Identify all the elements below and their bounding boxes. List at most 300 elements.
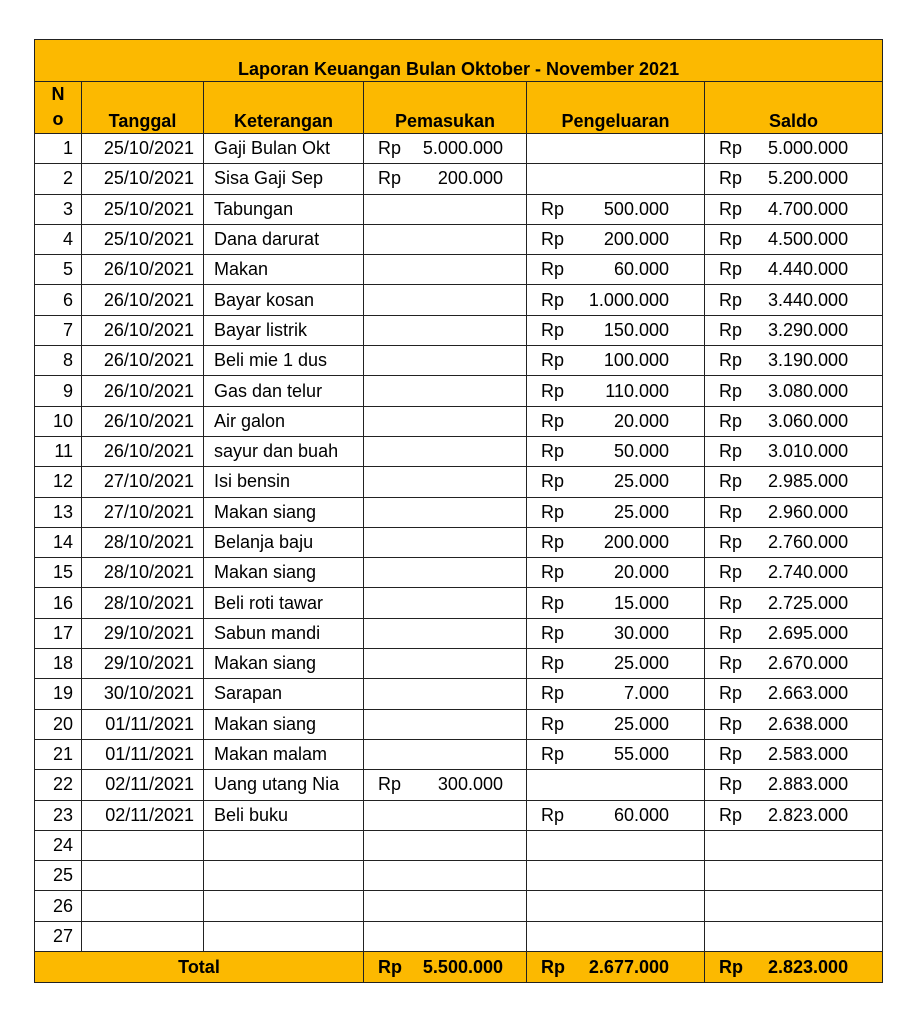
cell-tanggal <box>82 861 204 891</box>
cell-pemasukan <box>364 315 527 345</box>
pengeluaran-value: 60.000 <box>613 804 669 825</box>
currency-label: Rp <box>541 804 565 825</box>
cell-no: 16 <box>35 588 82 618</box>
header-pengeluaran: Pengeluaran <box>527 82 705 134</box>
table-row <box>35 467 883 497</box>
table-row <box>35 679 883 709</box>
currency-label: Rp <box>378 138 402 159</box>
currency-label: Rp <box>719 501 743 522</box>
cell-saldo <box>705 467 883 497</box>
cell-pemasukan <box>364 800 527 830</box>
cell-pengeluaran <box>527 346 705 376</box>
table-row <box>35 315 883 345</box>
cell-keterangan: Air galon <box>204 406 364 436</box>
cell-pemasukan <box>364 255 527 285</box>
table-row <box>35 164 883 194</box>
cell-saldo <box>705 618 883 648</box>
cell-pemasukan <box>364 194 527 224</box>
table-row <box>35 255 883 285</box>
currency-label: Rp <box>719 229 743 250</box>
cell-no: 10 <box>35 406 82 436</box>
cell-saldo <box>705 346 883 376</box>
total-saldo <box>705 952 883 983</box>
cell-saldo <box>705 194 883 224</box>
currency-label: Rp <box>719 350 743 371</box>
cell-pemasukan <box>364 164 527 194</box>
saldo-value: 3.080.000 <box>768 380 849 401</box>
pengeluaran-value: 500.000 <box>603 198 669 219</box>
cell-pemasukan <box>364 558 527 588</box>
saldo-value: 2.985.000 <box>768 471 849 492</box>
cell-no: 18 <box>35 649 82 679</box>
cell-tanggal: 26/10/2021 <box>82 436 204 466</box>
cell-saldo <box>705 134 883 164</box>
table-row <box>35 224 883 254</box>
cell-keterangan: Tabungan <box>204 194 364 224</box>
cell-no: 4 <box>35 224 82 254</box>
cell-saldo <box>705 739 883 769</box>
cell-keterangan: Makan siang <box>204 709 364 739</box>
cell-tanggal <box>82 921 204 951</box>
header-no <box>35 82 82 134</box>
cell-saldo <box>705 164 883 194</box>
report-title: Laporan Keuangan Bulan Oktober - November 2021 <box>35 40 883 82</box>
cell-pengeluaran <box>527 406 705 436</box>
table-row <box>35 891 883 921</box>
currency-label: Rp <box>541 319 565 340</box>
cell-pemasukan <box>364 739 527 769</box>
cell-keterangan <box>204 921 364 951</box>
cell-tanggal <box>82 891 204 921</box>
pemasukan-value: 200.000 <box>437 168 503 189</box>
saldo-value: 2.638.000 <box>768 713 849 734</box>
cell-no: 22 <box>35 770 82 800</box>
cell-pengeluaran <box>527 618 705 648</box>
pengeluaran-value: 200.000 <box>603 229 669 250</box>
saldo-value: 2.670.000 <box>768 653 849 674</box>
cell-no: 6 <box>35 285 82 315</box>
cell-tanggal: 02/11/2021 <box>82 800 204 830</box>
cell-keterangan: Beli buku <box>204 800 364 830</box>
cell-pemasukan <box>364 649 527 679</box>
cell-tanggal: 25/10/2021 <box>82 224 204 254</box>
pengeluaran-value: 25.000 <box>613 501 669 522</box>
currency-label: Rp <box>719 622 743 643</box>
cell-keterangan: Bayar kosan <box>204 285 364 315</box>
cell-pengeluaran <box>527 739 705 769</box>
currency-label: Rp <box>378 168 402 189</box>
currency-label: Rp <box>719 471 743 492</box>
cell-no: 25 <box>35 861 82 891</box>
cell-pemasukan <box>364 497 527 527</box>
currency-label: Rp <box>541 380 565 401</box>
cell-no: 23 <box>35 800 82 830</box>
cell-tanggal: 01/11/2021 <box>82 739 204 769</box>
cell-no: 20 <box>35 709 82 739</box>
currency-label: Rp <box>541 198 565 219</box>
table-row <box>35 921 883 951</box>
currency-label: Rp <box>541 653 565 674</box>
saldo-value: 2.583.000 <box>768 744 849 765</box>
cell-saldo <box>705 830 883 860</box>
cell-pengeluaran <box>527 861 705 891</box>
currency-label: Rp <box>541 441 565 462</box>
cell-saldo <box>705 770 883 800</box>
cell-tanggal: 26/10/2021 <box>82 315 204 345</box>
total-pemasukan-value: 5.500.000 <box>422 956 503 977</box>
cell-no: 27 <box>35 921 82 951</box>
saldo-value: 3.440.000 <box>768 289 849 310</box>
cell-pengeluaran <box>527 649 705 679</box>
cell-tanggal: 29/10/2021 <box>82 618 204 648</box>
cell-pemasukan <box>364 891 527 921</box>
saldo-value: 3.010.000 <box>768 441 849 462</box>
cell-no: 3 <box>35 194 82 224</box>
header-pemasukan: Pemasukan <box>364 82 527 134</box>
saldo-value: 2.823.000 <box>768 804 849 825</box>
cell-no: 7 <box>35 315 82 345</box>
cell-pengeluaran <box>527 679 705 709</box>
pengeluaran-value: 7.000 <box>623 683 669 704</box>
currency-label: Rp <box>541 956 565 977</box>
cell-pemasukan <box>364 436 527 466</box>
cell-pengeluaran <box>527 830 705 860</box>
cell-tanggal: 25/10/2021 <box>82 134 204 164</box>
cell-tanggal <box>82 830 204 860</box>
currency-label: Rp <box>719 441 743 462</box>
currency-label: Rp <box>719 804 743 825</box>
currency-label: Rp <box>541 501 565 522</box>
currency-label: Rp <box>719 532 743 552</box>
saldo-value: 3.190.000 <box>768 350 849 371</box>
table-row <box>35 861 883 891</box>
header-tanggal: Tanggal <box>82 82 204 134</box>
cell-keterangan: Dana darurat <box>204 224 364 254</box>
cell-pengeluaran <box>527 467 705 497</box>
cell-pengeluaran <box>527 800 705 830</box>
cell-tanggal: 25/10/2021 <box>82 164 204 194</box>
currency-label: Rp <box>541 592 565 613</box>
total-saldo-value: 2.823.000 <box>768 956 849 977</box>
cell-keterangan <box>204 861 364 891</box>
cell-pemasukan <box>364 861 527 891</box>
cell-tanggal: 26/10/2021 <box>82 285 204 315</box>
cell-keterangan: Sisa Gaji Sep <box>204 164 364 194</box>
cell-pemasukan <box>364 346 527 376</box>
table-row <box>35 194 883 224</box>
cell-pengeluaran <box>527 497 705 527</box>
cell-tanggal: 26/10/2021 <box>82 346 204 376</box>
table-row <box>35 527 883 557</box>
total-label: Total <box>35 952 364 983</box>
cell-tanggal: 26/10/2021 <box>82 406 204 436</box>
cell-pengeluaran <box>527 527 705 557</box>
pengeluaran-value: 55.000 <box>613 744 669 765</box>
cell-no: 21 <box>35 739 82 769</box>
cell-no: 9 <box>35 376 82 406</box>
saldo-value: 2.740.000 <box>768 562 849 583</box>
currency-label: Rp <box>541 562 565 583</box>
pengeluaran-value: 30.000 <box>613 622 669 643</box>
cell-keterangan: Makan <box>204 255 364 285</box>
currency-label: Rp <box>719 713 743 734</box>
currency-label: Rp <box>719 410 743 431</box>
cell-saldo <box>705 255 883 285</box>
cell-saldo <box>705 861 883 891</box>
pemasukan-value: 300.000 <box>437 774 503 795</box>
currency-label: Rp <box>541 259 565 280</box>
currency-label: Rp <box>719 259 743 280</box>
currency-label: Rp <box>378 956 402 977</box>
saldo-value: 4.700.000 <box>768 198 849 219</box>
cell-no: 8 <box>35 346 82 376</box>
cell-pemasukan <box>364 770 527 800</box>
cell-pemasukan <box>364 527 527 557</box>
total-pengeluaran-value: 2.677.000 <box>588 956 669 977</box>
cell-pengeluaran <box>527 770 705 800</box>
cell-keterangan: Makan siang <box>204 497 364 527</box>
saldo-value: 2.883.000 <box>768 774 849 795</box>
cell-saldo <box>705 436 883 466</box>
cell-pengeluaran <box>527 376 705 406</box>
cell-no: 1 <box>35 134 82 164</box>
cell-keterangan: Uang utang Nia <box>204 770 364 800</box>
currency-label: Rp <box>719 138 743 159</box>
cell-tanggal: 28/10/2021 <box>82 588 204 618</box>
cell-no: 24 <box>35 830 82 860</box>
currency-label: Rp <box>719 319 743 340</box>
financial-report-table <box>34 39 883 983</box>
cell-saldo <box>705 709 883 739</box>
table-row <box>35 134 883 164</box>
pengeluaran-value: 25.000 <box>613 471 669 492</box>
cell-saldo <box>705 315 883 345</box>
cell-pemasukan <box>364 709 527 739</box>
cell-pengeluaran <box>527 315 705 345</box>
cell-saldo <box>705 891 883 921</box>
currency-label: Rp <box>719 289 743 310</box>
cell-pemasukan <box>364 376 527 406</box>
currency-label: Rp <box>541 471 565 492</box>
cell-saldo <box>705 224 883 254</box>
cell-keterangan: Makan siang <box>204 649 364 679</box>
cell-no: 14 <box>35 527 82 557</box>
cell-tanggal: 28/10/2021 <box>82 527 204 557</box>
cell-tanggal: 29/10/2021 <box>82 649 204 679</box>
cell-keterangan <box>204 891 364 921</box>
currency-label: Rp <box>541 744 565 765</box>
cell-saldo <box>705 588 883 618</box>
cell-saldo <box>705 558 883 588</box>
cell-pengeluaran <box>527 285 705 315</box>
header-keterangan: Keterangan <box>204 82 364 134</box>
cell-keterangan: Gaji Bulan Okt <box>204 134 364 164</box>
pengeluaran-value: 20.000 <box>613 562 669 583</box>
table-body <box>35 134 883 952</box>
currency-label: Rp <box>719 956 743 977</box>
cell-tanggal: 26/10/2021 <box>82 376 204 406</box>
currency-label: Rp <box>719 774 743 795</box>
cell-pengeluaran <box>527 255 705 285</box>
currency-label: Rp <box>541 229 565 250</box>
currency-label: Rp <box>719 562 743 583</box>
cell-pemasukan <box>364 921 527 951</box>
cell-keterangan: Beli roti tawar <box>204 588 364 618</box>
cell-pemasukan <box>364 134 527 164</box>
total-pengeluaran <box>527 952 705 983</box>
cell-saldo <box>705 376 883 406</box>
cell-pengeluaran <box>527 436 705 466</box>
cell-tanggal: 27/10/2021 <box>82 497 204 527</box>
total-pemasukan <box>364 952 527 983</box>
cell-no: 19 <box>35 679 82 709</box>
cell-keterangan <box>204 830 364 860</box>
header-no-line1: N <box>51 84 65 104</box>
cell-saldo <box>705 800 883 830</box>
cell-tanggal: 28/10/2021 <box>82 558 204 588</box>
cell-keterangan: Sarapan <box>204 679 364 709</box>
cell-pemasukan <box>364 618 527 648</box>
cell-pengeluaran <box>527 134 705 164</box>
table-row <box>35 406 883 436</box>
pengeluaran-value: 15.000 <box>613 592 669 613</box>
cell-no: 13 <box>35 497 82 527</box>
pengeluaran-value: 20.000 <box>613 410 669 431</box>
currency-label: Rp <box>719 592 743 613</box>
currency-label: Rp <box>541 532 565 552</box>
saldo-value: 4.500.000 <box>768 229 849 250</box>
cell-keterangan: Makan siang <box>204 558 364 588</box>
cell-keterangan: Belanja baju <box>204 527 364 557</box>
table-row <box>35 497 883 527</box>
table-row <box>35 830 883 860</box>
cell-no: 5 <box>35 255 82 285</box>
currency-label: Rp <box>541 350 565 371</box>
pengeluaran-value: 1.000.000 <box>588 289 669 310</box>
cell-keterangan: Sabun mandi <box>204 618 364 648</box>
pengeluaran-value: 25.000 <box>613 713 669 734</box>
cell-tanggal: 01/11/2021 <box>82 709 204 739</box>
cell-pengeluaran <box>527 891 705 921</box>
cell-no: 17 <box>35 618 82 648</box>
cell-pemasukan <box>364 679 527 709</box>
pengeluaran-value: 50.000 <box>613 441 669 462</box>
pengeluaran-value: 200.000 <box>603 532 669 552</box>
header-row <box>35 82 883 134</box>
cell-no: 26 <box>35 891 82 921</box>
table-row <box>35 618 883 648</box>
cell-saldo <box>705 649 883 679</box>
table-row <box>35 770 883 800</box>
cell-tanggal: 26/10/2021 <box>82 255 204 285</box>
table-row <box>35 800 883 830</box>
currency-label: Rp <box>719 653 743 674</box>
total-row <box>35 952 883 983</box>
pemasukan-value: 5.000.000 <box>422 138 503 159</box>
cell-pengeluaran <box>527 558 705 588</box>
currency-label: Rp <box>719 744 743 765</box>
table-row <box>35 376 883 406</box>
table-row <box>35 436 883 466</box>
currency-label: Rp <box>719 198 743 219</box>
saldo-value: 3.290.000 <box>768 319 849 340</box>
cell-tanggal: 27/10/2021 <box>82 467 204 497</box>
saldo-value: 2.663.000 <box>768 683 849 704</box>
cell-keterangan: Gas dan telur <box>204 376 364 406</box>
pengeluaran-value: 100.000 <box>603 350 669 371</box>
cell-tanggal: 30/10/2021 <box>82 679 204 709</box>
cell-saldo <box>705 921 883 951</box>
saldo-value: 2.760.000 <box>768 532 849 552</box>
cell-pengeluaran <box>527 224 705 254</box>
table-row <box>35 709 883 739</box>
header-saldo: Saldo <box>705 82 883 134</box>
cell-pengeluaran <box>527 164 705 194</box>
currency-label: Rp <box>541 683 565 704</box>
cell-keterangan: Isi bensin <box>204 467 364 497</box>
saldo-value: 2.695.000 <box>768 622 849 643</box>
saldo-value: 5.000.000 <box>768 138 849 159</box>
cell-keterangan: Bayar listrik <box>204 315 364 345</box>
saldo-value: 2.960.000 <box>768 501 849 522</box>
cell-saldo <box>705 527 883 557</box>
table-row <box>35 558 883 588</box>
cell-tanggal: 25/10/2021 <box>82 194 204 224</box>
cell-pemasukan <box>364 224 527 254</box>
header-no-line2: o <box>52 109 64 129</box>
table-row <box>35 649 883 679</box>
title-row <box>35 40 883 82</box>
saldo-value: 4.440.000 <box>768 259 849 280</box>
cell-pengeluaran <box>527 194 705 224</box>
saldo-value: 2.725.000 <box>768 592 849 613</box>
table-row <box>35 739 883 769</box>
cell-tanggal: 02/11/2021 <box>82 770 204 800</box>
pengeluaran-value: 25.000 <box>613 653 669 674</box>
cell-no: 11 <box>35 436 82 466</box>
currency-label: Rp <box>541 289 565 310</box>
cell-pengeluaran <box>527 921 705 951</box>
cell-saldo <box>705 406 883 436</box>
cell-no: 15 <box>35 558 82 588</box>
cell-keterangan: Beli mie 1 dus <box>204 346 364 376</box>
table-row <box>35 346 883 376</box>
currency-label: Rp <box>541 713 565 734</box>
table-row <box>35 285 883 315</box>
currency-label: Rp <box>719 380 743 401</box>
cell-pengeluaran <box>527 588 705 618</box>
cell-saldo <box>705 679 883 709</box>
cell-pemasukan <box>364 406 527 436</box>
cell-pemasukan <box>364 830 527 860</box>
pengeluaran-value: 110.000 <box>605 380 669 401</box>
cell-pemasukan <box>364 588 527 618</box>
cell-no: 2 <box>35 164 82 194</box>
currency-label: Rp <box>541 410 565 431</box>
saldo-value: 5.200.000 <box>768 168 849 189</box>
table-row <box>35 588 883 618</box>
currency-label: Rp <box>719 683 743 704</box>
cell-pemasukan <box>364 467 527 497</box>
pengeluaran-value: 150.000 <box>603 319 669 340</box>
saldo-value: 3.060.000 <box>768 410 849 431</box>
cell-pemasukan <box>364 285 527 315</box>
cell-no: 12 <box>35 467 82 497</box>
currency-label: Rp <box>378 774 402 795</box>
cell-saldo <box>705 497 883 527</box>
cell-saldo <box>705 285 883 315</box>
cell-keterangan: Makan malam <box>204 739 364 769</box>
